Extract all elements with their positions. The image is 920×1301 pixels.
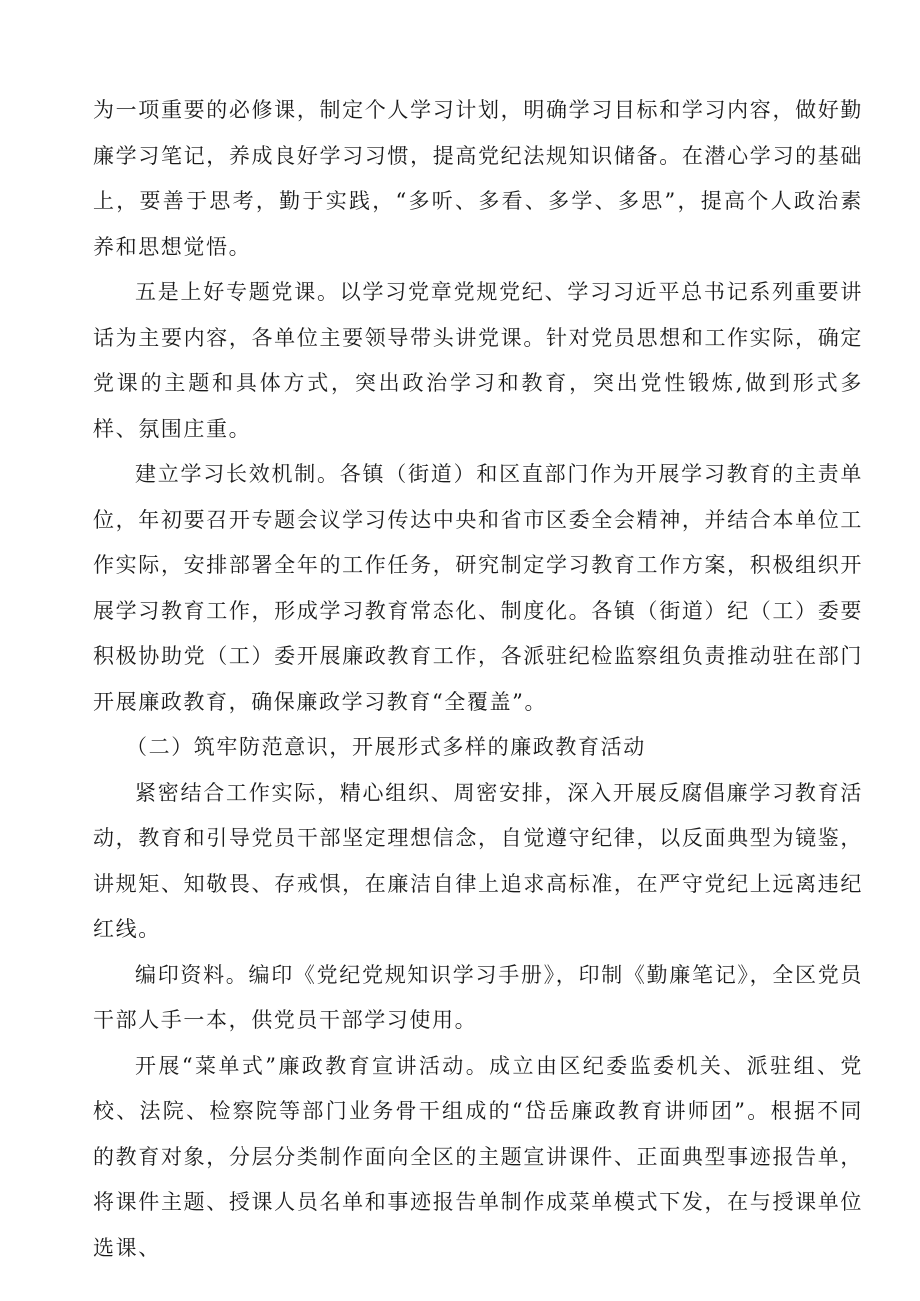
paragraph-materials: 编印资料。编印《党纪党规知识学习手册》，印制《勤廉笔记》，全区党员干部人手一本，供党员干部学习使用。	[93, 962, 863, 1032]
paragraph-education-activities: 紧密结合工作实际，精心组织、周密安排，深入开展反腐倡廉学习教育活动，教育和引导党员干部坚定理想信念，自觉遵守纪律，以反面典型为镜鉴，讲规矩、知敬畏、存戒惧，在廉洁自律上追求高标准，在严守党纪上远离违纪红线。	[93, 780, 863, 941]
paragraph-continuation: 为一项重要的必修课，制定个人学习计划，明确学习目标和学习内容，做好勤廉学习笔记，养成良好学习习惯，提高党纪法规知识储备。在潜心学习的基础上，要善于思考，勤于实践，“多听、多看、多学、多思”，提高个人政治素养和思想觉悟。	[93, 98, 863, 259]
section-heading: （二）筑牢防范意识，开展形式多样的廉政教育活动	[126, 735, 646, 759]
document-body	[93, 88, 863, 1271]
paragraph-party-lecture: 五是上好专题党课。以学习党章党规党纪、学习习近平总书记系列重要讲话为主要内容，各单位主要领导带头讲党课。针对党员思想和工作实际，确定党课的主题和具体方式，突出政治学习和教育，突出党性锻炼,做到形式多样、氛围庄重。	[93, 280, 863, 441]
paragraph-menu-lectures: 开展“菜单式”廉政教育宣讲活动。成立由区纪委监委机关、派驻组、党校、法院、检察院等部门业务骨干组成的“岱岳廉政教育讲师团”。根据不同的教育对象，分层分类制作面向全区的主题宣讲课件、正面典型事迹报告单，将课件主题、授课人员名单和事迹报告单制作成菜单模式下发，在与授课单位选课、	[93, 1053, 863, 1260]
paragraph-study-mechanism: 建立学习长效机制。各镇（街道）和区直部门作为开展学习教育的主责单位，年初要召开专题会议学习传达中央和省市区委全会精神，并结合本单位工作实际，安排部署全年的工作任务，研究制定学习教育工作方案，积极组织开展学习教育工作，形成学习教育常态化、制度化。各镇（街道）纪（工）委要积极协助党（工）委开展廉政教育工作，各派驻纪检监察组负责推动驻在部门开展廉政教育，确保廉政学习教育“全覆盖”。	[93, 462, 863, 714]
